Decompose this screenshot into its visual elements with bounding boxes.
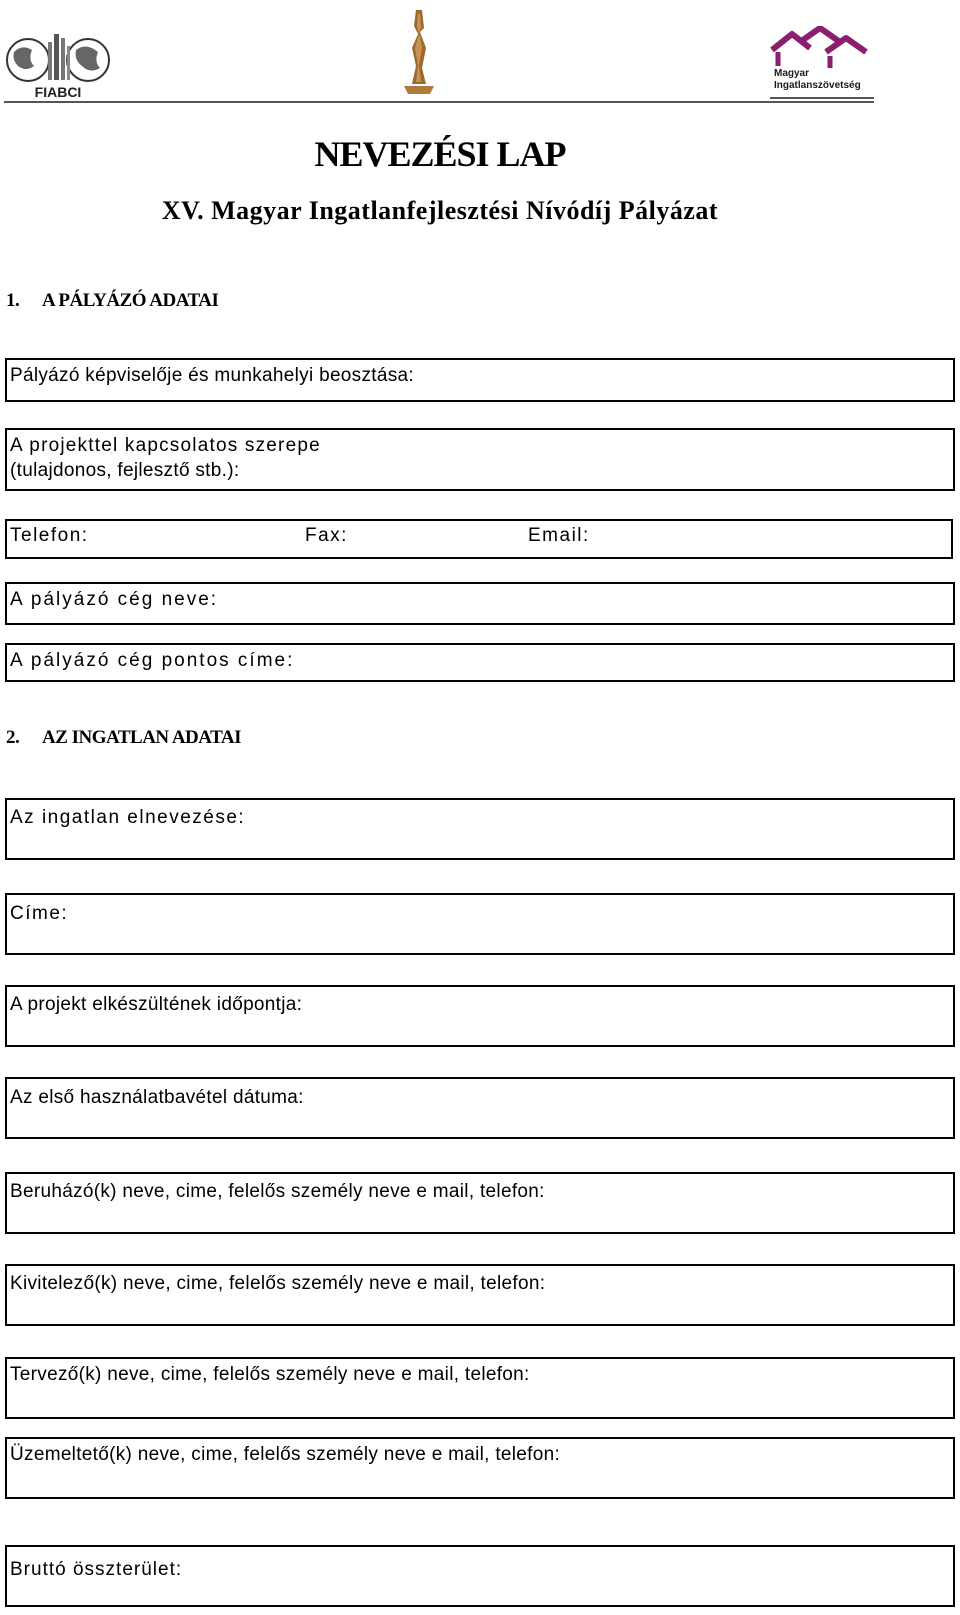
phone-label: Telefon: — [10, 525, 89, 546]
fax-label: Fax: — [305, 525, 348, 546]
contractor-field[interactable] — [5, 1264, 955, 1326]
completion-date-field[interactable] — [5, 985, 955, 1047]
contractor-label: Kivitelező(k) neve, cime, felelős személy neve e mail, telefon: — [10, 1273, 546, 1294]
operator-field[interactable] — [5, 1437, 955, 1499]
company-name-field[interactable] — [5, 582, 955, 625]
gross-area-label: Bruttó összterület: — [10, 1559, 183, 1580]
magyar-ingatlanszovetseg-logo — [770, 26, 874, 102]
investor-label: Beruházó(k) neve, cime, felelős személy neve e mail, telefon: — [10, 1181, 545, 1202]
property-name-label: Az ingatlan elnevezése: — [10, 807, 246, 828]
first-use-date-field[interactable] — [5, 1077, 955, 1139]
document-subtitle: XV. Magyar Ingatlanfejlesztési Nívódíj Pályázat — [161, 196, 719, 225]
section1-number: 1. — [6, 290, 20, 311]
document-title: NEVEZÉSI LAP — [314, 134, 566, 174]
first-use-date-label: Az első használatbavétel dátuma: — [10, 1087, 304, 1108]
gross-area-field[interactable] — [5, 1545, 955, 1607]
email-label: Email: — [528, 525, 590, 546]
section2-heading — [6, 727, 241, 749]
section2-title: AZ INGATLAN ADATAI — [42, 727, 241, 748]
phone-input[interactable] — [127, 521, 287, 557]
designer-field[interactable] — [5, 1357, 955, 1419]
address-label: Címe: — [10, 903, 69, 924]
fiabci-logo-text: FIABCI — [34, 84, 82, 100]
section1-title: A PÁLYÁZÓ ADATAI — [42, 290, 219, 311]
header-divider — [4, 101, 874, 103]
role-field[interactable] — [5, 428, 955, 491]
address-field[interactable] — [5, 893, 955, 955]
trophy-logo — [400, 8, 438, 96]
mi-logo-line2: Ingatlanszövetség — [774, 80, 861, 91]
operator-label: Üzemeltető(k) neve, cime, felelős személy neve e mail, telefon: — [10, 1444, 561, 1465]
company-address-field[interactable] — [5, 643, 955, 682]
representative-field[interactable] — [5, 358, 955, 402]
representative-label: Pályázó képviselője és munkahelyi beosztása: — [10, 365, 414, 386]
mi-logo-line1: Magyar — [774, 68, 810, 79]
role-label-line2: (tulajdonos, fejlesztő stb.): — [10, 460, 240, 481]
section2-number: 2. — [6, 727, 20, 748]
section1-heading — [6, 290, 218, 312]
role-label-line1: A projekttel kapcsolatos szerepe — [10, 435, 321, 456]
investor-field[interactable] — [5, 1172, 955, 1234]
contact-row — [5, 519, 953, 559]
completion-date-label: A projekt elkészültének időpontja: — [10, 994, 303, 1015]
fiabci-logo — [4, 30, 112, 100]
property-name-field[interactable] — [5, 798, 955, 860]
designer-label: Tervező(k) neve, cime, felelős személy neve e mail, telefon: — [10, 1364, 530, 1385]
company-address-label: A pályázó cég pontos címe: — [10, 650, 295, 671]
fax-input[interactable] — [352, 521, 512, 557]
company-name-label: A pályázó cég neve: — [10, 589, 219, 610]
email-input[interactable] — [597, 521, 947, 557]
